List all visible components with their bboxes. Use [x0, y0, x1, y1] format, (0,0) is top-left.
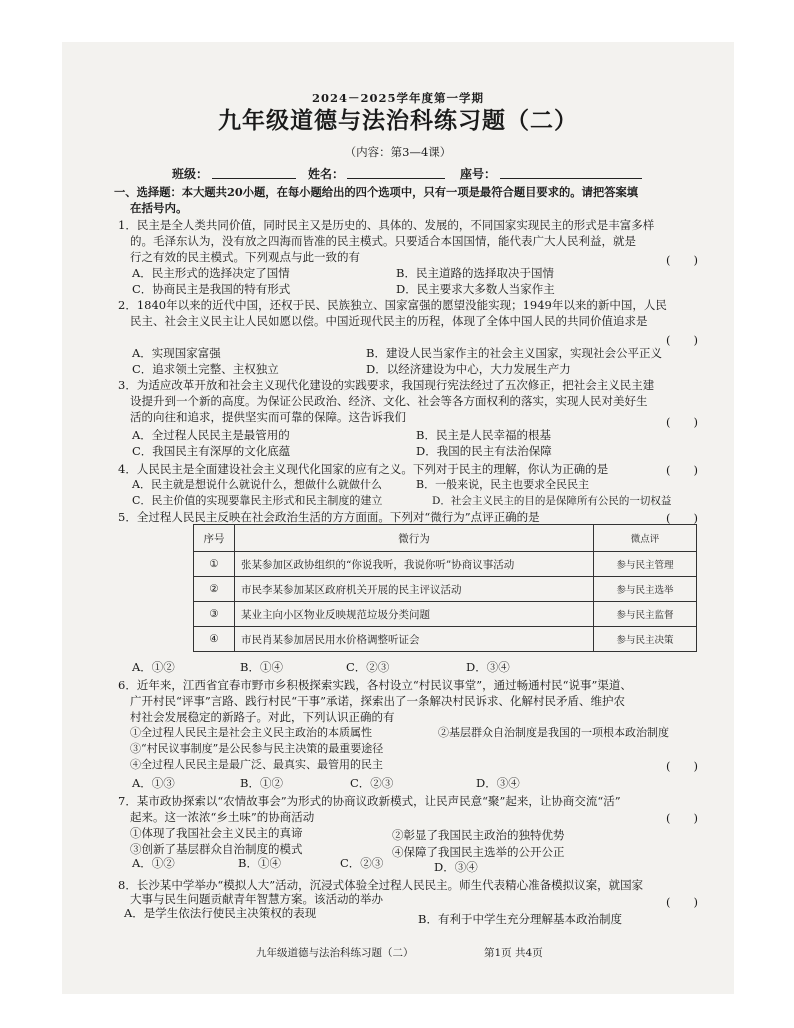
row-number: ② [194, 577, 235, 602]
q8-answer-bracket[interactable]: ( ) [666, 895, 698, 909]
table-row [194, 552, 697, 577]
q7-answer-bracket[interactable]: ( ) [666, 811, 698, 825]
q1-option[interactable]: C．协商民主是我国的特有形式 [132, 282, 291, 296]
row-comment: 参与民主监督 [594, 602, 697, 627]
row-comment: 参与民主选举 [594, 577, 697, 602]
table-row [194, 602, 697, 627]
q7-option[interactable]: A．①② [132, 856, 175, 870]
q2-line: 民主、社会主义民主让人民如愿以偿。中国近现代民主的历程，体现了全体中国人民的共同价值追求是 [130, 314, 648, 328]
q6-option[interactable]: A．①③ [132, 776, 175, 790]
q5-answer-bracket[interactable]: ( ) [666, 511, 698, 525]
q1-option[interactable]: A．民主形式的选择决定了国情 [132, 266, 290, 280]
q7-option[interactable]: D．③④ [434, 860, 478, 874]
q1-line: 1．民主是全人类共同价值，同时民主又是历史的、具体的、发展的，不同国家实现民主的形式是丰富多样 [118, 218, 655, 232]
q7-statement: ④保障了我国民主选举的公开公正 [392, 845, 565, 859]
q7-option[interactable]: C．②③ [340, 856, 384, 870]
q3-line: 3．为适应改革开放和社会主义现代化建设的实践要求，我国现行宪法经过了五次修正，把社会主义民主建 [118, 378, 655, 392]
q1-answer-bracket[interactable]: ( ) [666, 253, 698, 267]
q3-option[interactable]: C．我国民主有深厚的文化底蕴 [132, 444, 291, 458]
q2-option[interactable]: A．实现国家富强 [132, 346, 221, 360]
q1-option[interactable]: D．民主要求大多数人当家作主 [396, 282, 555, 296]
q6-statement: ①全过程人民民主是社会主义民主政治的本质属性 [130, 726, 372, 739]
q6-statement: ②基层群众自治制度是我国的一项根本政治制度 [438, 726, 669, 739]
q5-option[interactable]: C．②③ [346, 660, 390, 674]
footer-title: 九年级道德与法治科练习题（二） [256, 947, 414, 959]
q7-statement: ①体现了我国社会主义民主的真谛 [130, 826, 303, 840]
q3-line: 设提升到一个新的高度。为保证公民政治、经济、文化、社会等各方面权利的落实，实现人民对美好生 [130, 394, 648, 408]
column-header: 序号 [194, 525, 235, 552]
q6-line: 村社会发展稳定的新路子。对此，下列认识正确的有 [130, 710, 395, 724]
q8-line: 大事与民生问题贡献青年智慧方案。该活动的举办 [130, 892, 383, 906]
row-behavior: 某业主向小区物业反映规范垃圾分类问题 [235, 602, 594, 627]
q5-option[interactable]: A．①② [132, 660, 175, 674]
q4-option[interactable]: D．社会主义民主的目的是保障所有公民的一切权益 [432, 495, 672, 507]
q2-option[interactable]: C．追求领土完整、主权独立 [132, 362, 279, 376]
row-number: ① [194, 552, 235, 577]
seat-label: 座号： [460, 167, 497, 181]
class-field[interactable] [212, 165, 296, 179]
q6-line: 广开村民“评事”言路、践行村民“干事”承诺，探索出了一条解决村民诉求、化解村民矛盾、维护农 [130, 694, 626, 708]
seat-field[interactable] [500, 165, 642, 179]
q4-line: 4．人民民主是全面建设社会主义现代化国家的应有之义。下列对于民主的理解，你认为正确的是 [118, 462, 609, 476]
column-header: 微行为 [235, 525, 594, 552]
column-header: 微点评 [594, 525, 697, 552]
q7-option[interactable]: B．①④ [238, 856, 281, 870]
q6-option[interactable]: C．②③ [350, 776, 394, 790]
q3-option[interactable]: B．民主是人民幸福的根基 [416, 428, 551, 442]
name-field[interactable] [347, 165, 445, 179]
q2-option[interactable]: B．建设人民当家作主的社会主义国家，实现社会公平正义 [366, 346, 662, 360]
q6-line: 6．近年来，江西省宜春市野市乡积极探索实践，各村设立“村民议事堂”，通过畅通村民“说事”渠道、 [118, 678, 632, 692]
class-label: 班级： [172, 167, 209, 181]
q8-option[interactable]: A．是学生依法行使民主决策权的表现 [124, 906, 317, 920]
q1-line: 的。毛泽东认为，没有放之四海而皆准的民主模式。只要适合本国国情，能代表广大人民利益，就是 [130, 234, 636, 248]
row-behavior: 市民肖某参加居民用水价格调整听证会 [235, 627, 594, 652]
q7-statement: ③创新了基层群众自治制度的模式 [130, 842, 303, 856]
q2-option[interactable]: D．以经济建设为中心，大力发展生产力 [366, 362, 571, 376]
q4-answer-bracket[interactable]: ( ) [666, 463, 698, 477]
q6-statement: ③“村民议事制度”是公民参与民主决策的最重要途径 [130, 742, 384, 755]
q7-statement: ②彰显了我国民主政治的独特优势 [392, 828, 565, 842]
q3-option[interactable]: D．我国的民主有法治保障 [416, 444, 552, 458]
name-label: 姓名： [308, 167, 345, 181]
q7-line: 7．某市政协探索以“农情故事会”为形式的协商议政新模式，让民声民意“聚”起来，让协商交流“活” [118, 794, 621, 808]
q6-option[interactable]: B．①② [240, 776, 283, 790]
row-number: ④ [194, 627, 235, 652]
section-1-instructions: 一、选择题：本大题共20小题，在每小题给出的四个选项中，只有一项是最符合题目要求的。请把答案填 [114, 185, 639, 199]
section-1-instructions-cont: 在括号内。 [130, 201, 188, 215]
row-behavior: 市民李某参加某区政府机关开展的民主评议活动 [235, 577, 594, 602]
row-behavior: 张某参加区政协组织的“你说我听，我说你听”协商议事活动 [235, 552, 594, 577]
q5-line: 5．全过程人民民主反映在社会政治生活的方方面面。下列对“微行为”点评正确的是 [118, 510, 540, 524]
q6-answer-bracket[interactable]: ( ) [666, 759, 698, 773]
q4-option[interactable]: A．民主就是想说什么就说什么，想做什么就做什么 [132, 478, 382, 491]
q5-table [193, 524, 697, 652]
semester-line: 2024－2025学年度第一学期 [311, 91, 484, 105]
content-scope: （内容：第3—4课） [344, 145, 452, 159]
q4-option[interactable]: B．一般来说，民主也要求全民民主 [416, 478, 590, 491]
page-number: 第1页 共4页 [484, 947, 543, 959]
q2-answer-bracket[interactable]: ( ) [666, 333, 698, 347]
q6-option[interactable]: D．③④ [476, 776, 520, 790]
row-number: ③ [194, 602, 235, 627]
q5-option[interactable]: B．①④ [240, 660, 283, 674]
page-title: 九年级道德与法治科练习题（二） [218, 107, 578, 134]
q3-option[interactable]: A．全过程人民民主是最管用的 [132, 428, 290, 442]
q6-statement: ④全过程人民民主是最广泛、最真实、最管用的民主 [130, 758, 383, 771]
q1-option[interactable]: B．民主道路的选择取决于国情 [396, 266, 554, 280]
table-row [194, 577, 697, 602]
q2-line: 2．1840年以来的近代中国，还权于民、民族独立、国家富强的愿望没能实现；1949年以来的新中国，人民 [118, 298, 667, 312]
q3-line: 活的向往和追求，提供坚实而可靠的保障。这告诉我们 [130, 410, 406, 424]
table-row [194, 627, 697, 652]
q8-line: 8．长沙某中学举办“模拟人大”活动，沉浸式体验全过程人民民主。师生代表精心准备模拟议案，就国家 [118, 878, 644, 892]
q1-line: 行之有效的民主模式。下列观点与此一致的有 [130, 250, 360, 264]
q3-answer-bracket[interactable]: ( ) [666, 415, 698, 429]
table-header-row [194, 525, 697, 552]
q4-option[interactable]: C．民主价值的实现要靠民主形式和民主制度的建立 [132, 494, 383, 507]
row-comment: 参与民主决策 [594, 627, 697, 652]
exam-paper [62, 42, 734, 994]
q7-line: 起来。这一浓浓“乡土味”的协商活动 [130, 810, 315, 824]
q8-option[interactable]: B．有利于中学生充分理解基本政治制度 [418, 912, 622, 926]
row-comment: 参与民主管理 [594, 552, 697, 577]
q5-option[interactable]: D．③④ [466, 660, 510, 674]
